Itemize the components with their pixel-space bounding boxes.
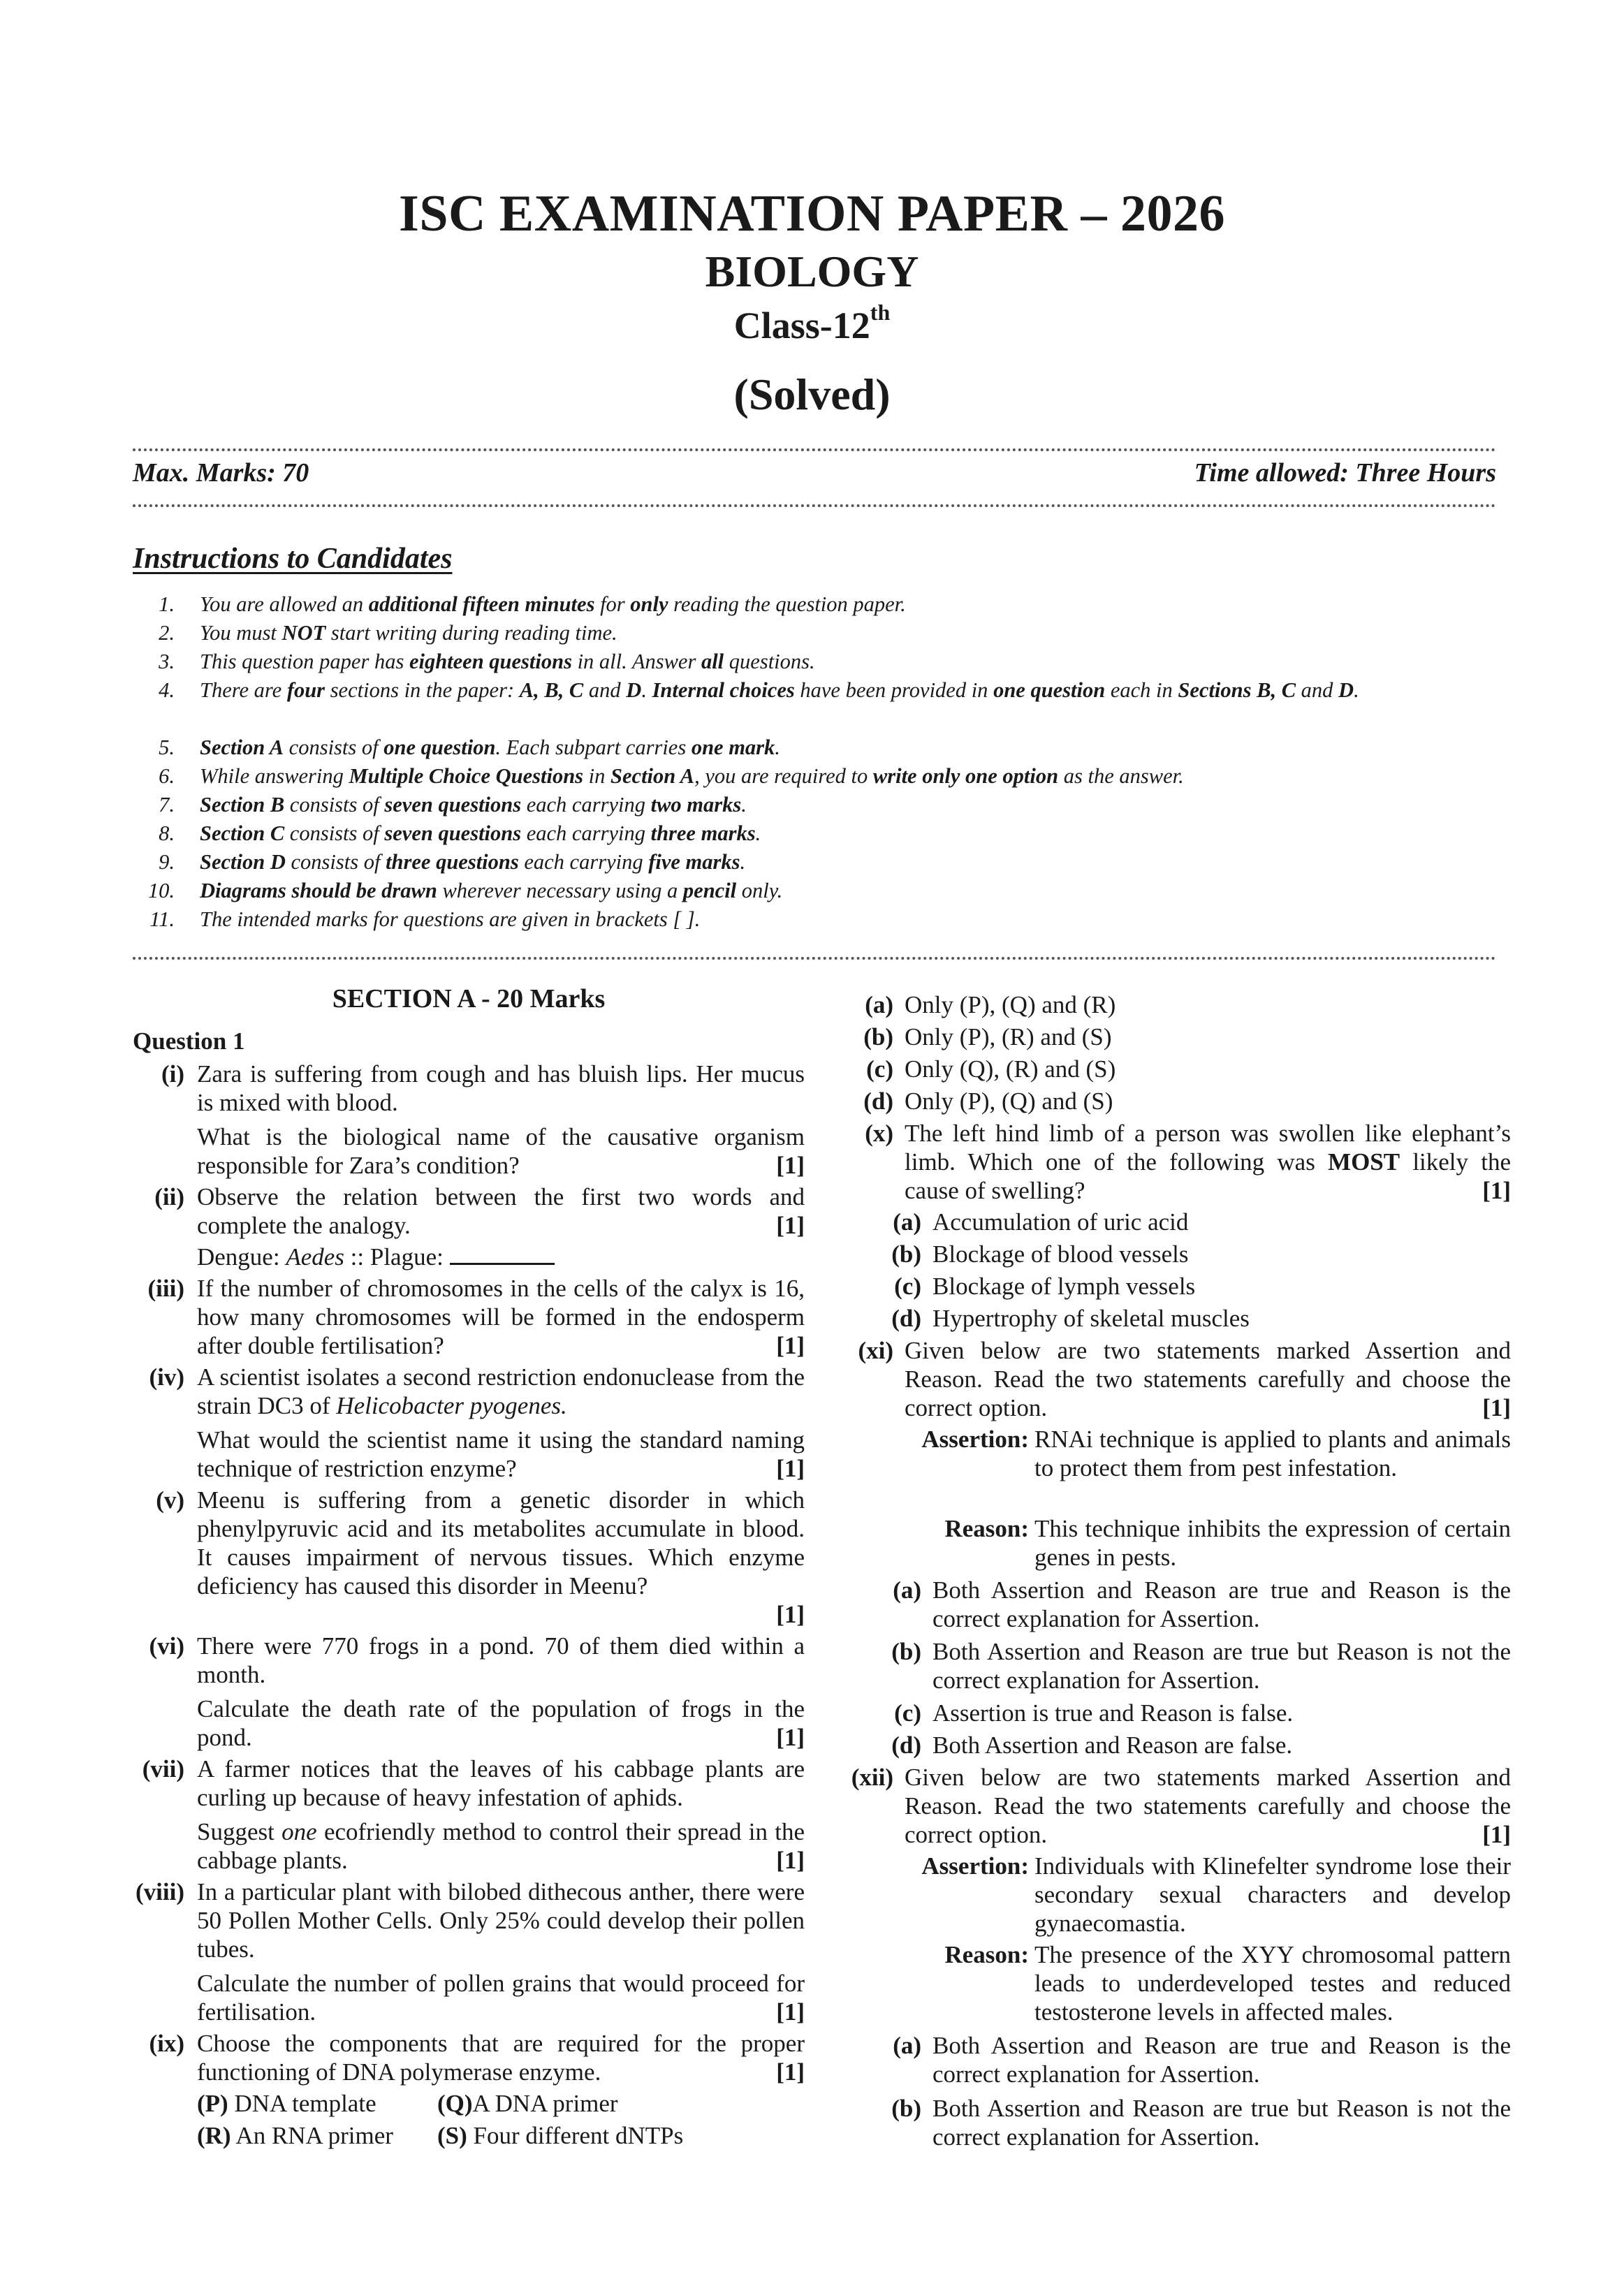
instruction-text: You must NOT start writing during reading time. xyxy=(200,621,617,645)
time-allowed: Time allowed: Three Hours xyxy=(1194,458,1496,488)
q-text-x: The left hind limb of a person was swollen like elephant’s limb. Which one of the following was MOST likely the cause of swelling? xyxy=(905,1120,1511,1204)
q-label-i: (i) xyxy=(161,1060,184,1088)
choice-label: (c) xyxy=(894,1699,921,1727)
choice-label: (d) xyxy=(891,1305,921,1332)
q-label-ix: (ix) xyxy=(149,2030,184,2057)
instruction-text: There are four sections in the paper: A, B, C and D. Internal choices have been provided in one question each in Sections B, C and D. xyxy=(200,678,1359,702)
choice-text: Assertion is true and Reason is false. xyxy=(932,1699,1294,1727)
assertion-label: Assertion: xyxy=(921,1426,1029,1453)
choice-label: (d) xyxy=(863,1088,893,1115)
instruction-text: Section C consists of seven questions each carrying three marks. xyxy=(200,821,761,845)
choice-label: (b) xyxy=(891,1240,921,1268)
q-marks-vii: [1] xyxy=(776,1847,805,1874)
instruction-number: 8. xyxy=(159,821,175,845)
q-text-vi: There were 770 frogs in a pond. 70 of them died within a month. xyxy=(197,1632,805,1688)
instruction-text: While answering Multiple Choice Questions in Section A, you are required to write only one option as the answer. xyxy=(200,764,1184,788)
q-label-vii: (vii) xyxy=(142,1755,184,1782)
q-text-vii-part2: Suggest one ecofriendly method to control their spread in the cabbage plants. xyxy=(197,1818,805,1874)
q-label-xii: (xii) xyxy=(851,1764,893,1791)
q-text-i-part2: What is the biological name of the causative organism responsible for Zara’s condition? xyxy=(197,1123,805,1179)
q-text-viii: In a particular plant with bilobed dithecous anther, there were 50 Pollen Mother Cells. Only 25% could develop their pollen tubes. xyxy=(197,1878,805,1963)
class-label xyxy=(0,300,1624,347)
section-a-title: SECTION A - 20 Marks xyxy=(332,984,606,1013)
answer-blank xyxy=(450,1243,555,1265)
instruction-number: 11. xyxy=(149,907,175,931)
dotted-divider-instructions xyxy=(133,957,1496,960)
choice-label: (a) xyxy=(893,1576,921,1604)
choice-label: (a) xyxy=(893,2032,921,2059)
choice-text: Blockage of lymph vessels xyxy=(932,1273,1196,1300)
max-marks: Max. Marks: 70 xyxy=(133,458,309,488)
instruction-text: You are allowed an additional fifteen minutes for only reading the question paper. xyxy=(200,592,906,616)
instruction-text: Section A consists of one question. Each subpart carries one mark. xyxy=(200,735,780,759)
q-marks-iii: [1] xyxy=(776,1332,805,1359)
q-marks-vi: [1] xyxy=(776,1724,805,1751)
question-1-heading: Question 1 xyxy=(133,1027,245,1055)
choice-text: Only (P), (Q) and (S) xyxy=(905,1088,1113,1115)
q-label-iii: (iii) xyxy=(147,1275,184,1302)
q-text-xii: Given below are two statements marked Assertion and Reason. Read the two statements carefully and choose the correct option. xyxy=(905,1764,1511,1848)
dotted-divider-top xyxy=(133,448,1496,451)
q-marks-viii: [1] xyxy=(776,1998,805,2026)
dotted-divider-meta xyxy=(133,504,1496,507)
q-marks-ix: [1] xyxy=(776,2058,805,2086)
instruction-text: Diagrams should be drawn wherever necessary using a pencil only. xyxy=(200,879,783,902)
instruction-number: 3. xyxy=(159,650,175,673)
instruction-text: This question paper has eighteen questions in all. Answer all questions. xyxy=(200,650,815,673)
q-label-x: (x) xyxy=(865,1120,893,1147)
instruction-number: 1. xyxy=(159,592,175,616)
instruction-number: 10. xyxy=(147,879,175,902)
q-marks-xii: [1] xyxy=(1482,1821,1511,1848)
q-text-ii: Observe the relation between the first two words and complete the analogy. xyxy=(197,1183,805,1239)
choice-text: Both Assertion and Reason are true and Reason is the correct explanation for Assertion. xyxy=(932,2032,1511,2088)
q-text-iv: A scientist isolates a second restriction endonuclease from the strain DC3 of Helicobacter pyogenes. xyxy=(197,1363,805,1419)
reason-label: Reason: xyxy=(944,1941,1029,1968)
reason-text: This technique inhibits the expression of certain genes in pests. xyxy=(1034,1515,1511,1571)
q-text-iii: If the number of chromosomes in the cells of the calyx is 16, how many chromosomes will be formed in the endosperm after double fertilisation? xyxy=(197,1275,805,1359)
q-text-i: Zara is suffering from cough and has bluish lips. Her mucus is mixed with blood. xyxy=(197,1060,805,1116)
q-marks-ii: [1] xyxy=(776,1212,805,1239)
subject-title: BIOLOGY xyxy=(705,247,919,296)
choice-label: (a) xyxy=(865,991,893,1018)
option-p: (P) DNA template xyxy=(197,2090,376,2117)
instruction-number: 2. xyxy=(159,621,175,645)
right-column xyxy=(840,990,1511,2192)
option-s: (S) Four different dNTPs xyxy=(437,2122,684,2149)
q-label-iv: (iv) xyxy=(149,1363,184,1391)
choice-text: Only (P), (R) and (S) xyxy=(905,1023,1112,1051)
q-marks-i: [1] xyxy=(776,1152,805,1179)
q-text-vi-part2: Calculate the death rate of the population of frogs in the pond. xyxy=(197,1695,805,1751)
q-label-ii: (ii) xyxy=(154,1183,184,1210)
option-r: (R) An RNA primer xyxy=(197,2122,393,2149)
solved-label: (Solved) xyxy=(733,369,891,419)
instruction-text: Section B consists of seven questions each carrying two marks. xyxy=(200,793,747,817)
analogy-line: Dengue: Aedes :: Plague: xyxy=(197,1243,555,1271)
choice-text: Both Assertion and Reason are false. xyxy=(932,1732,1293,1759)
choice-label: (d) xyxy=(891,1732,921,1759)
instruction-number: 9. xyxy=(159,850,175,874)
instruction-number: 4. xyxy=(159,678,175,702)
assertion-text: RNAi technique is applied to plants and animals to protect them from pest infestation. xyxy=(1034,1426,1511,1481)
assertion-label: Assertion: xyxy=(921,1852,1029,1880)
q-text-v: Meenu is suffering from a genetic disorder in which phenylpyruvic acid and its metabolites accumulate in blood. It causes impairment of nervous tissues. Which enzyme deficiency has caused this disorder in Meenu? xyxy=(197,1486,805,1599)
q-text-viii-part2: Calculate the number of pollen grains that would proceed for fertilisation. xyxy=(197,1970,805,2026)
choice-text: Both Assertion and Reason are true but Reason is not the correct explanation for Assertion. xyxy=(932,1638,1511,1694)
instruction-number: 7. xyxy=(159,793,175,817)
class-text: Class-12 xyxy=(733,305,870,346)
instruction-number: 6. xyxy=(159,764,175,788)
assertion-text: Individuals with Klinefelter syndrome lose their secondary sexual characters and develop gynaecomastia. xyxy=(1034,1852,1511,1937)
q-label-xi: (xi) xyxy=(858,1337,893,1364)
q-text-iv-part2: What would the scientist name it using the standard naming technique of restriction enzyme? xyxy=(197,1426,805,1482)
q-text-vii: A farmer notices that the leaves of his cabbage plants are curling up because of heavy infestation of aphids. xyxy=(197,1755,805,1811)
choice-label: (b) xyxy=(863,1023,893,1051)
q-marks-iv: [1] xyxy=(776,1455,805,1482)
choice-text: Only (P), (Q) and (R) xyxy=(905,991,1116,1018)
choice-text: Accumulation of uric acid xyxy=(932,1208,1189,1236)
choice-label: (a) xyxy=(893,1208,921,1236)
choice-text: Hypertrophy of skeletal muscles xyxy=(932,1305,1250,1332)
instruction-number: 5. xyxy=(159,735,175,759)
q-marks-v: [1] xyxy=(776,1601,805,1628)
reason-label: Reason: xyxy=(944,1515,1029,1542)
reason-text: The presence of the XYY chromosomal pattern leads to underdeveloped testes and reduced testosterone levels in affected males. xyxy=(1034,1941,1511,2026)
instruction-text: The intended marks for questions are given in brackets [ ]. xyxy=(200,907,701,931)
q-marks-xi: [1] xyxy=(1482,1394,1511,1421)
choice-label: (c) xyxy=(866,1055,893,1083)
choice-text: Both Assertion and Reason are true and Reason is the correct explanation for Assertion. xyxy=(932,1576,1511,1632)
choice-label: (b) xyxy=(891,1638,921,1665)
paper-title: ISC EXAMINATION PAPER – 2026 xyxy=(399,185,1225,242)
q-label-vi: (vi) xyxy=(149,1632,184,1660)
option-q: (Q)A DNA primer xyxy=(437,2090,618,2117)
choice-text: Only (Q), (R) and (S) xyxy=(905,1055,1116,1083)
choice-label: (b) xyxy=(891,2095,921,2122)
instructions-heading: Instructions to Candidates xyxy=(133,543,453,575)
choice-label: (c) xyxy=(894,1273,921,1300)
q-label-viii: (viii) xyxy=(136,1878,184,1905)
q-text-ix: Choose the components that are required for the proper functioning of DNA polymerase enzyme. xyxy=(197,2030,805,2086)
left-column xyxy=(133,985,805,2186)
instruction-text: Section D consists of three questions each carrying five marks. xyxy=(200,850,746,874)
q-text-xi: Given below are two statements marked Assertion and Reason. Read the two statements carefully and choose the correct option. xyxy=(905,1337,1511,1421)
choice-text: Both Assertion and Reason are true but Reason is not the correct explanation for Assertion. xyxy=(932,2095,1511,2151)
q-label-v: (v) xyxy=(156,1486,184,1514)
choice-text: Blockage of blood vessels xyxy=(932,1240,1189,1268)
class-superscript: th xyxy=(870,300,891,325)
q-marks-x: [1] xyxy=(1482,1177,1511,1204)
